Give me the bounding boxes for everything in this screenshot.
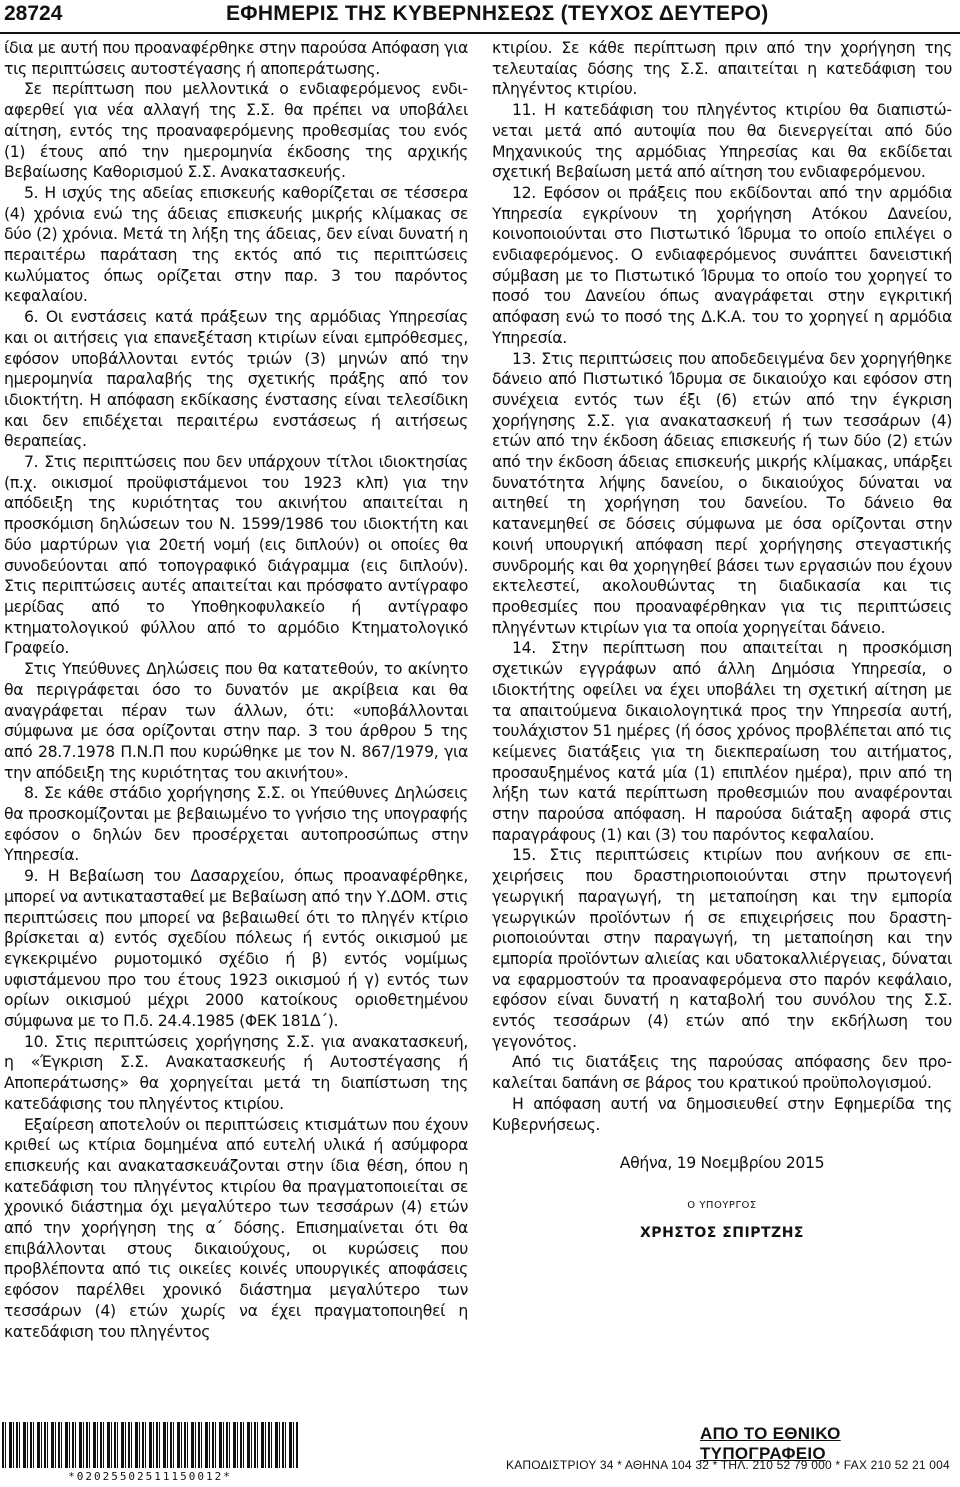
printer-address: ΚΑΠΟΔΙΣΤΡΙΟΥ 34 * ΑΘΗΝΑ 104 32 * ΤΗΛ. 210 52 79 000 * FAX 210 52 21 004 — [506, 1458, 950, 1472]
left-column — [4, 38, 468, 1342]
paragraph: 10. Στις περιπτώσεις χορήγησης Σ.Σ. για ανακατασκευή, η «Έγκριση Σ.Σ. Ανακατασκευής ή Αυτοστέγασης ή Αποπεράτωσης» θα χορηγείται μετά τη διαπίστωση της κατεδάφισης του πληγέντος κτιρίου. — [4, 1031, 468, 1113]
paragraph: Σε περίπτωση που μελλοντικά ο ενδιαφερόμενος ενδιαφερθεί για νέα αλλαγή της Σ.Σ. θα πρέπει να υποβάλει αίτηση, εντός της προαναφερόμενης προθεσμίας του ενός (1) έτους από την ημερομηνία έκδοσης της αρχικής Βεβαίωσης Καθορισμού Σ.Σ. Ανακατασκευής. — [4, 79, 468, 182]
paragraph: Στις Υπεύθυνες Δηλώσεις που θα κατατεθούν, το ακίνητο θα περιγράφεται όσο το δυνατόν με ακρίβεια και θα αναγράφεται πέραν των άλλων, ότι: «υποβάλλονται σύμφωνα με όσα ορίζονται στην παρ. 3 του άρθρου 5 της από 28.7.1978 Π.Ν.Π που κυρώθηκε με τον Ν. 867/1979, για την απόδειξη της κυριότητας του ακινήτου». — [4, 659, 468, 782]
paragraph: ίδια με αυτή που προαναφέρθηκε στην παρούσα Απόφαση για τις περιπτώσεις αυτοστέγασης ή αποπεράτωσης. — [4, 38, 468, 78]
paragraph: κτιρίου. Σε κάθε περίπτωση πριν από την χορήγηση της τελευταίας δόσης της Σ.Σ. απαιτείται η κατεδάφιση του πληγέντος κτιρίου. — [492, 38, 952, 99]
minister-name: ΧΡΗΣΤΟΣ ΣΠΙΡΤΖΗΣ — [640, 1224, 804, 1241]
right-column — [492, 38, 952, 1243]
paragraph: 11. Η κατεδάφιση του πληγέντος κτιρίου θα διαπιστώνεται μετά από αυτοψία που θα διενεργείται από δύο Μηχανικούς της αρμόδιας Υπηρεσίας και θα εκδίδεται σχετική Βεβαίωση μετά από αίτηση του ενδιαφερόμενου. — [492, 100, 952, 182]
barcode — [2, 1422, 298, 1484]
paragraph: Η απόφαση αυτή να δημοσιευθεί στην Εφημερίδα της Κυβερνήσεως. — [492, 1093, 952, 1134]
signature-date: Αθήνα, 19 Νοεμβρίου 2015 — [619, 1153, 825, 1173]
paragraph: 8. Σε κάθε στάδιο χορήγησης Σ.Σ. οι Υπεύθυνες Δηλώσεις θα προσκομίζονται με βεβαιωμένο το γνήσιο της υπογραφής εφόσον ο δηλών δεν προσέρχεται αυτοπροσώπως στην Υπηρεσία. — [4, 783, 468, 865]
gazette-title: ΕΦΗΜΕΡΙΣ ΤΗΣ ΚΥΒΕΡΝΗΣΕΩΣ (ΤΕΥΧΟΣ ΔΕΥΤΕΡΟ) — [226, 2, 769, 25]
page-header — [0, 0, 960, 34]
page-number: 28724 — [4, 2, 63, 25]
paragraph: 7. Στις περιπτώσεις που δεν υπάρχουν τίτλοι ιδιοκτησίας (π.χ. οικισμοί προϋφιστάμενοι του 1923 κλπ) για την απόδειξη της κυριότητας του ακινήτου απαιτείται η προσκόμιση δηλώσεων του Ν. 1599/1986 του ιδιοκτήτη και δύο μαρτύρων για 20ετή νομή (εις διπλούν) οι οποίες θα συνοδεύονται από τοπογραφικό διάγραμμα (εις διπλούν). Στις περιπτώσεις αυτές απαιτείται και πρόσφατο αντίγραφο μερίδας από το Υποθηκοφυλακείο ή αντίγραφο κτηματολογικού φύλλου από το αρμόδιο Κτηματολογικό Γραφείο. — [4, 452, 468, 658]
paragraph: 9. Η Βεβαίωση του Δασαρχείου, όπως προαναφέρθηκε, μπορεί να αντικατασταθεί με Βεβαίωση από την Υ.ΔΟΜ. στις περιπτώσεις που μπορεί να βεβαιωθεί ότι το πληγέν κτίριο βρίσκεται α) εντός σχεδίου πόλεως ή εντός οικισμού με εγκεκριμένο ρυμοτομικό σχέδιο ή β) εντός νομίμως υφιστάμενου προ του έτους 1923 οικισμού ή γ) εντός των ορίων οικισμού μέχρι 2000 κατοίκους οριοθετημένου σύμφωνα με το Π.δ. 24.4.1985 (ΦΕΚ 181Δ΄). — [4, 866, 468, 1031]
barcode-text: *02025502511150012* — [68, 1470, 232, 1483]
paragraph: 13. Στις περιπτώσεις που αποδεδειγμένα δεν χορηγήθηκε δάνειο από Πιστωτικό Ίδρυμα σε δικαιούχο και εφόσον στη συνέχεια εντός των έξι (6) ετών από την έγκριση χορήγησης Σ.Σ. για ανακατασκευή ή των τεσσάρων (4) ετών από την έκδοση άδειας επισκευής ή των δύο (2) ετών από την έκδοση άδειας επισκευής μικρής κλίμακας, υπάρξει δυνατότητα λήψης δανείου, ο δικαιούχος δύναται να αιτηθεί τη χορήγηση του δανείου. Το δάνειο θα κατανεμηθεί σε δόσεις σύμφωνα με όσα ορίζονται στην κοινή υπουργική απόφαση περί χορήγησης στεγαστικής συνδρομής και θα χορηγηθεί βάσει των εργασιών που έχουν εκτελεστεί, ακολουθώντας τη διαδικασία και τις προθεσμίες που προαναφέρθηκαν για τις περιπτώσεις πληγέντων κτιρίων για τα οποία χορηγείται δάνειο. — [492, 348, 952, 637]
paragraph: 14. Στην περίπτωση που απαιτείται η προσκόμιση σχετικών εγγράφων από άλλη Δημόσια Υπηρεσία, ο ιδιοκτήτης οφείλει να έχει υποβάλει τη σχετική αίτηση με τα απαιτούμενα δικαιολογητικά προς την Υπηρεσία αυτή, τουλάχιστον 51 ημέρες (ή όσος χρόνος προβλέπεται από τις κείμενες διατάξεις για τη διεκπεραίωση του αιτήματος, προσαυξημένος κατά μία (1) επιπλέον ημέρα), πριν από τη λήξη των κατά περίπτωση προθεσμιών που αναφέρονται στην παρούσα απόφαση. Η παρούσα διάταξη αφορά στις παραγράφους (1) και (3) του παρόντος κεφαλαίου. — [492, 638, 952, 844]
printer-name: ΑΠΟ ΤΟ ΕΘΝΙΚΟ ΤΥΠΟΓΡΑΦΕΙΟ — [700, 1424, 841, 1463]
paragraph: 6. Οι ενστάσεις κατά πράξεων της αρμόδιας Υπηρεσίας και οι αιτήσεις για επανεξέταση κτιρίων είναι εμπρόθεσμες, εφόσον υποβάλλονται εντός τριών (3) μηνών από την ημερομηνία παραλαβής της σχετικής πράξης από τον ιδιοκτήτη. Η απόφαση εκδίκασης ένστασης είναι τελεσίδικη και δεν επιδέχεται περαιτέρω ενστάσεως ή αιτήσεως θεραπείας. — [4, 307, 468, 451]
paragraph: 15. Στις περιπτώσεις κτιρίων που ανήκουν σε επιχειρήσεις που δραστηριοποιούνται στην πρωτογενή γεωργική παραγωγή, τη μεταποίηση και την εμπορία γεωργικών προϊόντων ή σε επιχειρήσεις που δραστηριοποιούνται στην παραγωγή, τη μεταποίηση και την εμπορία προϊόντων αλιείας και υδατοκαλλιέργειας, δύναται να εφαρμοστούν τα προαναφερόμενα στο παρόν κεφάλαιο, εφόσον είναι δυνατή η καταβολή του συνόλου της Σ.Σ. εντός τεσσάρων (4) ετών από την εκδήλωση του γεγονότος. — [492, 845, 952, 1051]
minister-title: Ο ΥΠΟΥΡΓΟΣ — [687, 1199, 757, 1211]
paragraph: 12. Εφόσον οι πράξεις που εκδίδονται από την αρμόδια Υπηρεσία εγκρίνουν τη χορήγηση Ατόκου Δανείου, κοινοποιούνται στο Πιστωτικό Ίδρυμα το οποίο επιλέγει ο ενδιαφερόμενος. Ο ενδιαφερόμενος συνάπτει δανειστική σύμβαση με το Πιστωτικό Ίδρυμα το οποίο του χορηγεί το ποσό του Δανείου όπως αναγράφεται στην εγκριτική απόφαση ενώ το ποσό της Δ.Κ.Α. του το χορηγεί η αρμόδια Υπηρεσία. — [492, 182, 952, 347]
barcode-bars — [2, 1422, 298, 1468]
paragraph: Εξαίρεση αποτελούν οι περιπτώσεις κτισμάτων που έχουν κριθεί ως κτίρια δομημένα από ευτελή υλικά ή ασύμφορα επισκευής και ανακατασκευάζονται στην ίδια θέση, όπου η κατεδάφιση του πληγέντος κτιρίου θα πραγματοποιείται σε χρονικό διάστημα όχι μεγαλύτερο των τεσσάρων (4) ετών από την χορήγηση της α΄ δόσης. Επισημαίνεται ότι θα επιβάλλονται στους δικαιούχους, οι κυρώσεις που προβλέποντα από τις οικείες κοινές υπουργικές αποφάσεις εφόσον παρέλθει χρονικό διάστημα μεγαλύτερο των τεσσάρων (4) ετών χωρίς να έχει πραγματοποιηθεί η κατεδάφιση του πληγέντος — [4, 1114, 468, 1341]
paragraph: 5. Η ισχύς της αδείας επισκευής καθορίζεται σε τέσσερα (4) χρόνια ενώ της άδειας επισκευής μικρής κλίμακας σε δύο (2) χρόνια. Μετά τη λήξη της άδειας, δεν είναι δυνατή η περαιτέρω παράταση της εκτός από τις περιπτώσεις κωλύματος όπως ορίζεται στην παρ. 3 του παρόντος κεφαλαίου. — [4, 182, 468, 306]
paragraph: Από τις διατάξεις της παρούσας απόφασης δεν προκαλείται δαπάνη σε βάρος του κρατικού προϋπολογισμού. — [492, 1052, 952, 1093]
